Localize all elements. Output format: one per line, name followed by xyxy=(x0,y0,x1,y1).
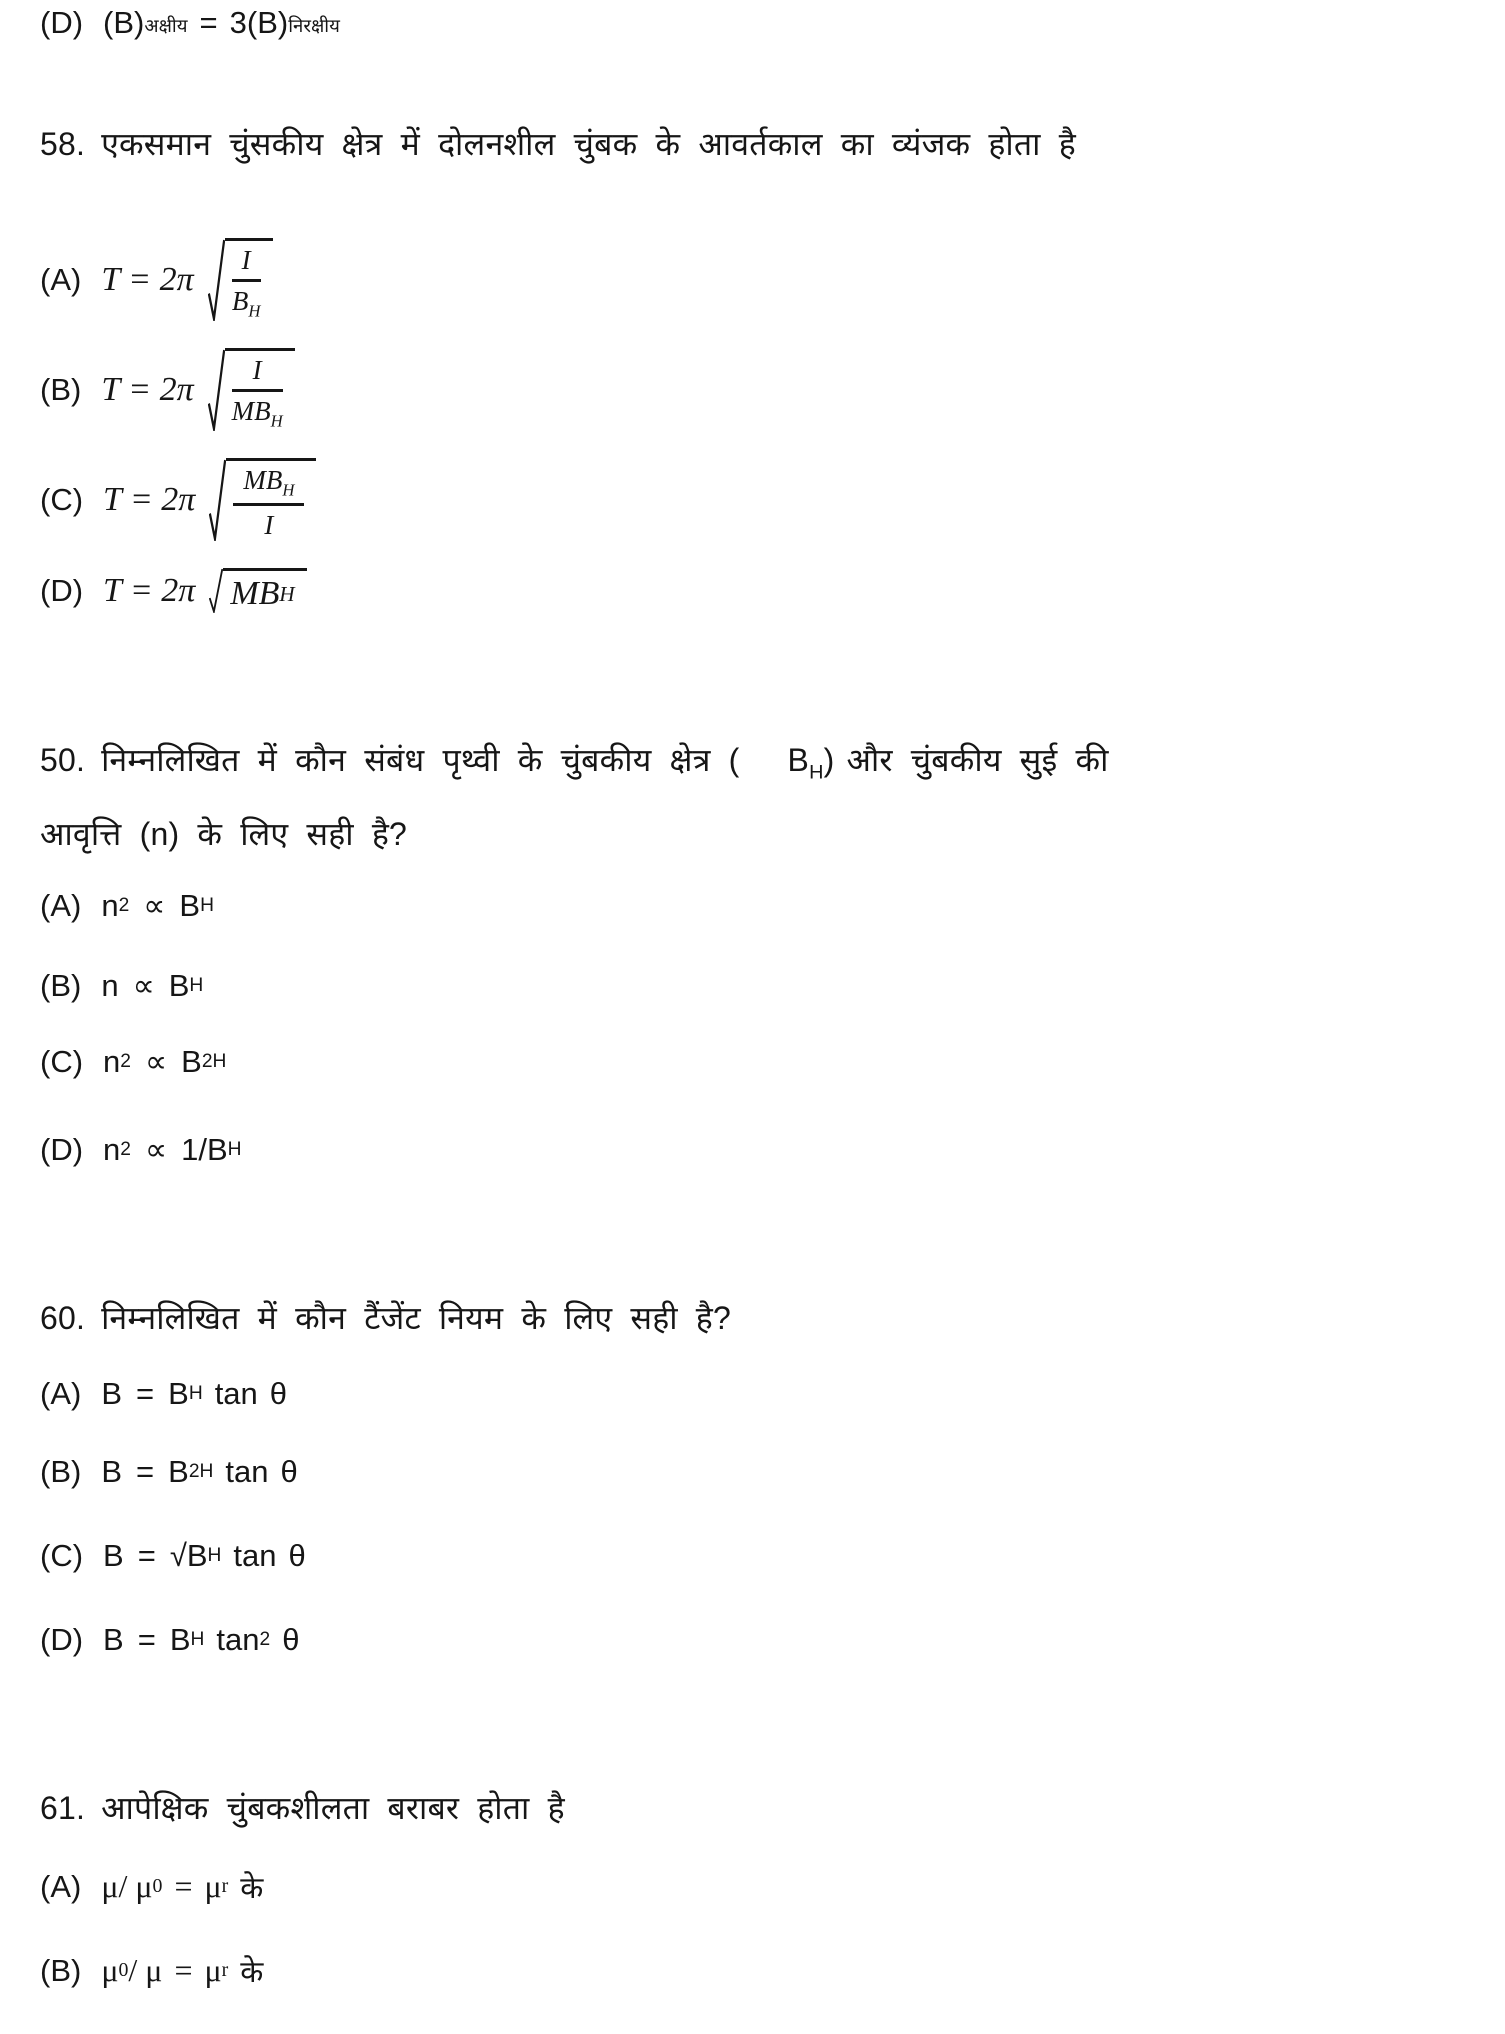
theta-symbol: θ xyxy=(280,1454,298,1489)
mu-term: μ xyxy=(204,1868,222,1904)
subscript: H xyxy=(282,480,295,500)
rhs-base: B xyxy=(181,1044,202,1079)
tan-function: tan xyxy=(233,1538,277,1573)
tail-word: के xyxy=(240,1956,264,1989)
mu-term: / μ xyxy=(128,1952,163,1988)
lhs-base: n xyxy=(101,888,119,923)
equals-sign: = xyxy=(174,1868,193,1904)
radicand xyxy=(226,458,316,541)
equals-sign: = xyxy=(136,1376,155,1411)
subscript: H xyxy=(190,1629,205,1650)
q50-option-a xyxy=(40,888,214,924)
subscript: H xyxy=(188,1383,203,1404)
q60-option-a xyxy=(40,1376,287,1412)
formula-lhs: T = 2π xyxy=(103,571,196,609)
formula-lhs: T = 2π xyxy=(103,480,196,518)
theta-symbol: θ xyxy=(269,1376,288,1411)
q50-option-c xyxy=(40,1044,226,1080)
q60-option-c xyxy=(40,1538,306,1574)
equals-sign: = xyxy=(174,1952,193,1988)
radical-icon xyxy=(208,348,225,431)
equals-sign: = xyxy=(136,1454,155,1489)
question-text: आपेक्षिक चुंबकशीलता बराबर होता है xyxy=(101,1790,565,1826)
close-paren: ) xyxy=(823,742,835,778)
question-text: और चुंबकीय सुई की xyxy=(846,742,1109,778)
subscript: H xyxy=(279,581,295,606)
tan-function: tan xyxy=(225,1454,269,1489)
subscript: 0 xyxy=(152,1875,163,1897)
theta-symbol: θ xyxy=(288,1538,306,1573)
question-50-heading-line1 xyxy=(40,738,1109,784)
lhs-base: n xyxy=(103,1044,121,1079)
q61-option-a xyxy=(40,1866,263,1907)
option-label: (D) xyxy=(40,572,84,608)
field-symbol xyxy=(787,742,835,784)
subscript: H xyxy=(207,1545,222,1566)
square-root xyxy=(208,348,295,431)
rhs-base: B xyxy=(168,1376,189,1411)
radicand xyxy=(223,568,306,613)
q58-option-b xyxy=(40,348,295,431)
superscript: 2 xyxy=(201,1051,213,1072)
radicand xyxy=(225,348,295,431)
q58-option-a xyxy=(40,238,273,321)
option-label: (D) xyxy=(40,1622,84,1657)
mu-term: μ/ μ xyxy=(101,1868,153,1904)
tan-function: tan xyxy=(214,1376,258,1411)
question-text: एकसमान चुंसकीय क्षेत्र में दोलनशील चुंबक के आवर्तकाल का व्यंजक होता है xyxy=(101,126,1076,162)
equals-sign: = xyxy=(199,5,218,40)
subscript: r xyxy=(221,1875,229,1897)
fraction xyxy=(233,465,304,541)
question-text: निम्नलिखित में कौन संबंध पृथ्वी के चुंबकीय क्षेत्र ( xyxy=(101,742,740,778)
question-60-heading xyxy=(40,1296,731,1339)
theta-symbol: θ xyxy=(282,1622,300,1657)
proportional-sign: ∝ xyxy=(144,1044,168,1079)
rhs-base: B xyxy=(186,1538,208,1573)
subscript-equatorial: निरक्षीय xyxy=(288,15,340,37)
option-label: (B) xyxy=(40,1454,82,1489)
option-label: (A) xyxy=(40,888,82,923)
radical-sign: √ xyxy=(169,1538,187,1573)
denominator-base: MB xyxy=(231,396,271,426)
subscript: H xyxy=(199,1461,214,1482)
superscript: 2 xyxy=(120,1139,131,1160)
option-label: (B) xyxy=(40,371,82,407)
lhs-base: B xyxy=(103,1622,124,1657)
option-label: (A) xyxy=(40,1376,82,1411)
option-label: (B) xyxy=(40,968,82,1003)
numerator: I xyxy=(252,355,262,385)
equals-sign: = xyxy=(137,1622,156,1657)
subscript: H xyxy=(200,895,214,916)
radical-icon xyxy=(209,458,226,541)
mu-term: μ xyxy=(101,1952,119,1988)
rhs-base: B xyxy=(169,1622,191,1657)
lhs-base: n xyxy=(103,1132,121,1167)
formula-lhs: T = 2π xyxy=(101,260,194,298)
subscript: H xyxy=(809,761,824,784)
tail-word: के xyxy=(240,1872,264,1905)
lhs-base: B xyxy=(101,1376,123,1411)
option-label: (C) xyxy=(40,1538,84,1573)
rhs-base: B xyxy=(168,1454,189,1489)
subscript: H xyxy=(270,411,283,431)
denominator xyxy=(232,392,283,431)
q61-option-b xyxy=(40,1950,263,1991)
question-61-heading xyxy=(40,1786,565,1829)
superscript: 2 xyxy=(259,1629,271,1650)
radicand xyxy=(225,238,273,321)
question-number: 58. xyxy=(40,126,86,162)
question-58-heading xyxy=(40,122,1076,165)
denominator-base: B xyxy=(231,286,249,316)
subscript: H xyxy=(248,301,261,321)
field-base: B xyxy=(787,742,810,778)
option-label: (C) xyxy=(40,1044,84,1079)
question-text: निम्नलिखित में कौन टैंजेंट नियम के लिए सही है? xyxy=(101,1300,731,1336)
subscript: H xyxy=(189,975,204,996)
q50-option-d xyxy=(40,1132,242,1168)
option-label: (A) xyxy=(40,1868,82,1904)
superscript: 2 xyxy=(118,895,130,916)
rhs-base: B xyxy=(168,968,190,1003)
option-label: (C) xyxy=(40,481,84,517)
prev-option-d xyxy=(40,5,340,41)
subscript: 0 xyxy=(118,1959,129,1981)
fraction xyxy=(232,245,261,321)
q58-option-d xyxy=(40,568,307,613)
tan-function: tan xyxy=(216,1622,260,1657)
option-label: (D) xyxy=(40,5,84,40)
formula-term: 3(B) xyxy=(229,5,289,40)
q50-option-b xyxy=(40,968,203,1004)
radical-icon xyxy=(208,238,225,321)
question-number: 50. xyxy=(40,742,86,778)
subscript: r xyxy=(221,1959,229,1981)
lhs-base: B xyxy=(101,1454,123,1489)
option-label: (D) xyxy=(40,1132,84,1167)
subscript-axial: अक्षीय xyxy=(144,15,188,37)
square-root xyxy=(208,238,273,321)
square-root xyxy=(209,568,306,613)
proportional-sign: ∝ xyxy=(144,1132,168,1167)
mu-term: μ xyxy=(204,1952,222,1988)
subscript: H xyxy=(227,1139,242,1160)
q60-option-d xyxy=(40,1622,299,1658)
numerator: I xyxy=(241,245,251,275)
lhs-base: B xyxy=(103,1538,124,1573)
q60-option-b xyxy=(40,1454,298,1490)
superscript: 2 xyxy=(120,1051,131,1072)
formula-lhs: T = 2π xyxy=(101,370,194,408)
option-label: (B) xyxy=(40,1952,82,1988)
subscript: H xyxy=(212,1051,227,1072)
question-number: 61. xyxy=(40,1790,86,1826)
rhs-base: 1/B xyxy=(181,1132,228,1167)
q58-option-c xyxy=(40,458,316,541)
proportional-sign: ∝ xyxy=(143,888,166,923)
superscript: 2 xyxy=(188,1461,200,1482)
question-text: आवृत्ति (n) के लिए सही है? xyxy=(40,816,408,852)
square-root xyxy=(209,458,316,541)
numerator-base: MB xyxy=(243,465,283,495)
radicand-base: MB xyxy=(230,575,280,612)
question-number: 60. xyxy=(40,1300,86,1336)
rhs-base: B xyxy=(179,888,201,923)
equals-sign: = xyxy=(137,1538,156,1573)
numerator xyxy=(233,465,304,503)
option-label: (A) xyxy=(40,261,82,297)
fraction xyxy=(232,355,283,431)
denominator xyxy=(232,282,261,321)
denominator: I xyxy=(264,510,274,541)
lhs-base: n xyxy=(101,968,119,1003)
formula-term: (B) xyxy=(103,5,145,40)
proportional-sign: ∝ xyxy=(132,968,155,1003)
question-50-heading-line2 xyxy=(40,812,407,855)
radical-icon xyxy=(209,568,223,613)
